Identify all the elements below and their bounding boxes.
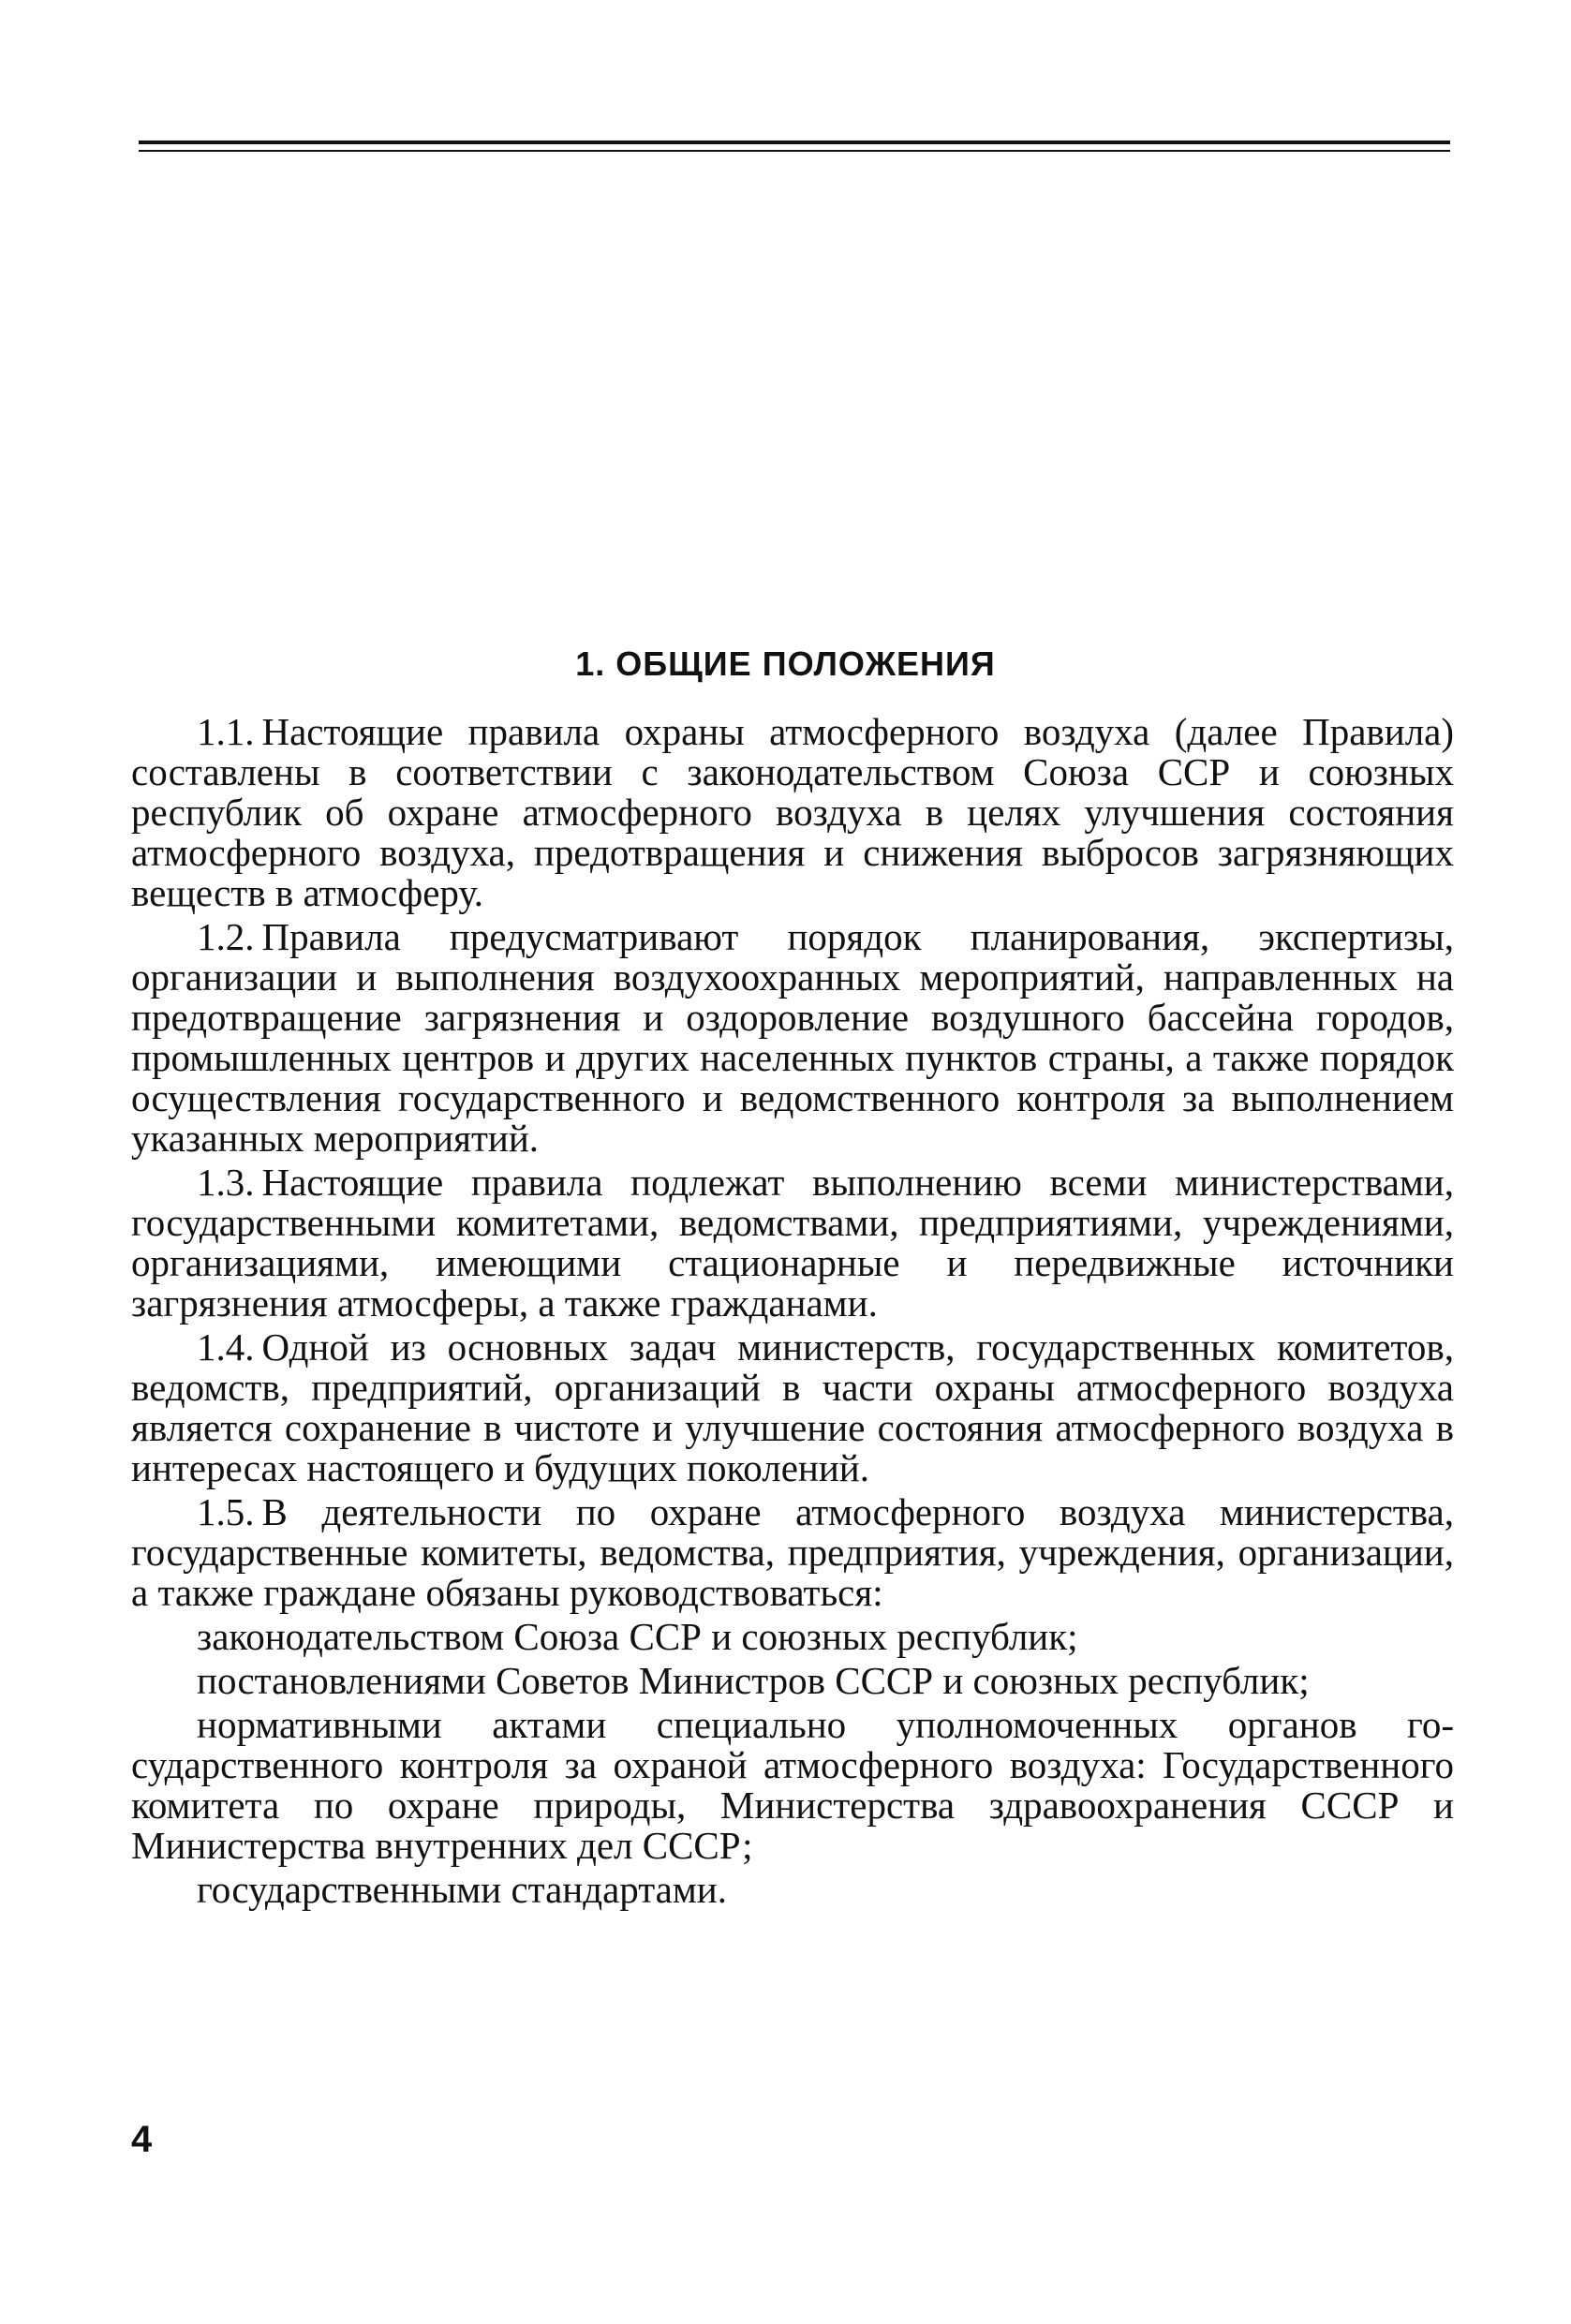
top-rule-thin — [139, 150, 1450, 152]
paragraph-text: В деятельности по охране атмосферного воздуха министерства, государственные комитеты, ведомства, предприятия, учреждения, организации, а также граждане обязаны руководствоваться: — [131, 1490, 1454, 1614]
paragraph-number: 1.1. — [197, 710, 255, 753]
paragraph-1-3 — [131, 1162, 1454, 1324]
list-item: государственными стандартами. — [197, 1868, 727, 1911]
paragraph-text: Настоящие правила охраны атмосферного воздуха (далее Правила) составлены в соответствии с законодательством Союза ССР и союзных республик об охране атмосферного воздуха в целях улучшения состояния атмосферного воздуха, предотвращения и снижения выбросов загрязняющих веществ в атмосферу. — [131, 710, 1454, 914]
paragraph-1-4 — [131, 1327, 1454, 1488]
paragraph-1-2 — [131, 917, 1454, 1159]
paragraph-text: Настоящие правила подлежат выполнению всеми министерствами, государственными комитетами, ведомствами, предприятиями, учреждениями, организациями, имеющими стационарные и передвижные источники загрязнения атмосферы, а также гражданами. — [131, 1161, 1454, 1325]
paragraph-text: Правила предусматривают порядок планирования, экспертизы, организации и выполнения воздухоохранных мероприятий, направленных на предотвращение загрязнения и оздоровление воздушного бассейна городов, промышленных центров и других населенных пунктов страны, а также порядок осуществления государственного и ведомственного контроля за выполнением указанных мероприятий. — [131, 915, 1454, 1160]
paragraph-text: Одной из основных задач министерств, государственных комитетов, ведомств, предприятий, организаций в части охраны атмосферного воздуха является сохранение в чистоте и улучшение состояния атмосферного воздуха в интересах настоящего и будущих поколений. — [131, 1325, 1454, 1489]
list-item: законодательством Союза ССР и союзных республик; — [197, 1615, 1078, 1658]
paragraph-number: 1.3. — [197, 1161, 255, 1204]
section-heading: 1. ОБЩИЕ ПОЛОЖЕНИЯ — [575, 644, 996, 683]
paragraph-number: 1.4. — [197, 1325, 255, 1369]
section-body — [131, 712, 1454, 1914]
page-number: 4 — [131, 2119, 153, 2160]
top-rule — [139, 141, 1450, 144]
list-item: постановлениями Советов Министров СССР и союзных республик; — [197, 1659, 1310, 1702]
paragraph-number: 1.5. — [197, 1490, 255, 1533]
paragraph-1-5 — [131, 1492, 1454, 1613]
paragraph-1-1 — [131, 712, 1454, 913]
list-item: нормативными актами специально уполномоченных органов государственного контроля за охраной атмосферного воздуха: Государственного комитета по охране природы, Министерства здравоохранения СССР и Министерства внутренних дел СССР; — [131, 1703, 1454, 1867]
paragraph-number: 1.2. — [197, 915, 255, 958]
